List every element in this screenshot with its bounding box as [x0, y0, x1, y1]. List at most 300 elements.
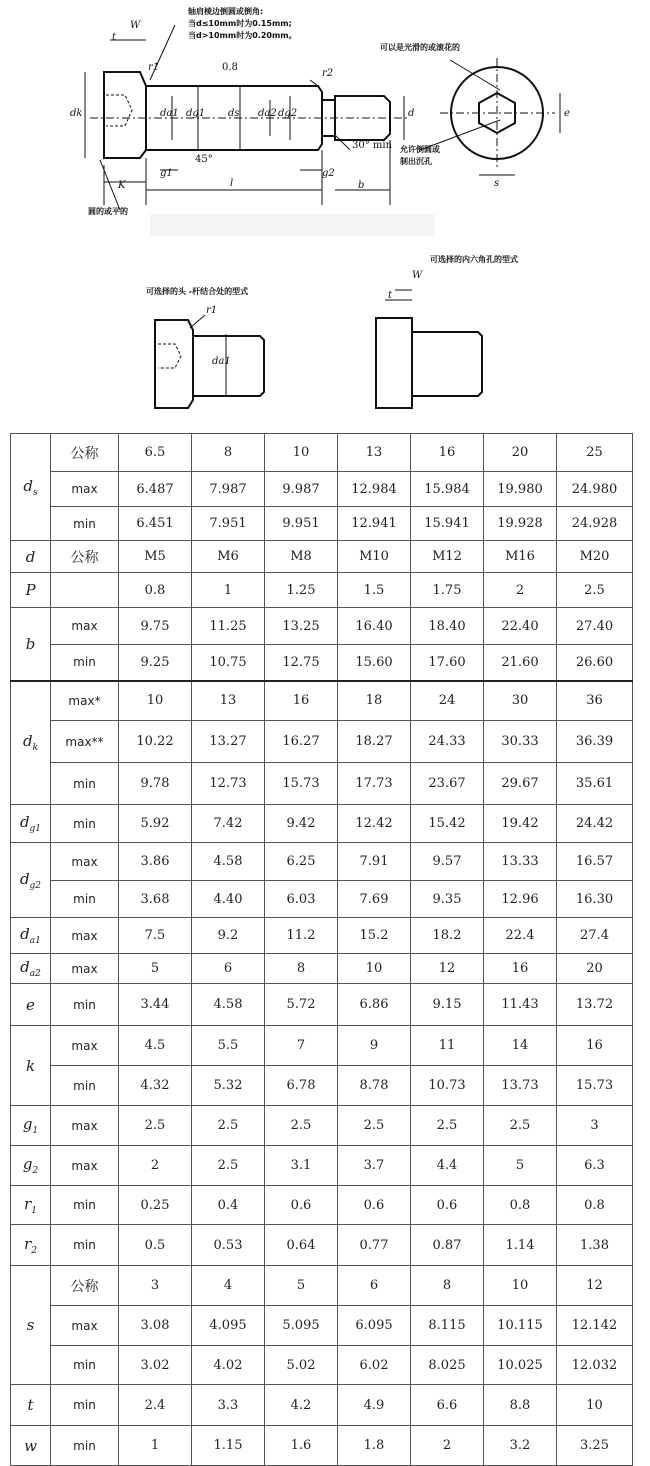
table-cell: 7.5: [119, 918, 192, 954]
table-cell: 6: [338, 1266, 411, 1306]
row-qualifier: min: [51, 1426, 119, 1466]
table-row: [11, 1146, 633, 1186]
table-cell: 24.928: [557, 507, 633, 541]
table-cell: 16: [265, 681, 338, 721]
table-cell: 2.5: [338, 1106, 411, 1146]
table-cell: 0.53: [192, 1225, 265, 1266]
row-qualifier: max*: [51, 681, 119, 721]
table-cell: 0.64: [265, 1225, 338, 1266]
table-cell: 4.9: [338, 1385, 411, 1426]
table-cell: 10: [557, 1385, 633, 1426]
table-cell: 3.2: [484, 1426, 557, 1466]
table-cell: 3.08: [119, 1306, 192, 1346]
row-qualifier: [51, 573, 119, 608]
table-cell: 9.15: [411, 984, 484, 1026]
row-qualifier: min: [51, 805, 119, 843]
table-cell: 3.44: [119, 984, 192, 1026]
dimension-table: [10, 433, 633, 1466]
table-row: [11, 984, 633, 1026]
row-symbol: e: [11, 984, 51, 1026]
table-cell: 6: [192, 954, 265, 984]
label-t: t: [112, 32, 117, 43]
table-cell: M6: [192, 541, 265, 573]
table-cell: 4.2: [265, 1385, 338, 1426]
table-cell: 10.22: [119, 721, 192, 763]
table-cell: 9.35: [411, 881, 484, 918]
table-cell: 0.8: [119, 573, 192, 608]
table-cell: 36.39: [557, 721, 633, 763]
table-cell: 8.8: [484, 1385, 557, 1426]
table-cell: 1.6: [265, 1426, 338, 1466]
table-cell: 5: [119, 954, 192, 984]
row-qualifier: min: [51, 1225, 119, 1266]
table-cell: 13: [338, 434, 411, 472]
table-cell: 1.8: [338, 1426, 411, 1466]
table-cell: 7.91: [338, 843, 411, 881]
table-cell: 2.5: [192, 1146, 265, 1186]
note-alt-head: 可选择的头 -杆结合处的型式: [146, 287, 249, 296]
table-cell: 9.57: [411, 843, 484, 881]
table-cell: 16: [557, 1026, 633, 1066]
table-cell: 15.941: [411, 507, 484, 541]
row-symbol: w: [11, 1426, 51, 1466]
table-row: [11, 1266, 633, 1306]
table-cell: 4.02: [192, 1346, 265, 1385]
table-cell: 19.980: [484, 472, 557, 507]
table-cell: 0.4: [192, 1186, 265, 1225]
table-cell: 0.8: [557, 1186, 633, 1225]
table-cell: 8: [411, 1266, 484, 1306]
table-cell: 6.02: [338, 1346, 411, 1385]
row-qualifier: min: [51, 881, 119, 918]
alt-hex-head-shape: [376, 318, 412, 408]
technical-drawing: [0, 0, 650, 425]
label-l: l: [230, 178, 234, 189]
table-cell: 24: [411, 681, 484, 721]
table-cell: 2.4: [119, 1385, 192, 1426]
table-cell: 2: [119, 1146, 192, 1186]
row-qualifier: min: [51, 1385, 119, 1426]
row-qualifier: min: [51, 984, 119, 1026]
table-cell: 4: [192, 1266, 265, 1306]
table-row: [11, 573, 633, 608]
table-cell: 14: [484, 1026, 557, 1066]
table-cell: 20: [484, 434, 557, 472]
table-cell: 12.75: [265, 645, 338, 681]
row-qualifier: min: [51, 1186, 119, 1225]
table-cell: 5: [265, 1266, 338, 1306]
label-da1-alt: da1: [212, 356, 231, 367]
row-symbol: $g_1$: [11, 1106, 51, 1146]
table-cell: 3.1: [265, 1146, 338, 1186]
table-cell: 0.6: [411, 1186, 484, 1225]
table-row: [11, 1026, 633, 1066]
table-cell: 11.43: [484, 984, 557, 1026]
table-cell: 6.487: [119, 472, 192, 507]
table-cell: 4.32: [119, 1066, 192, 1106]
table-cell: 9.951: [265, 507, 338, 541]
table-cell: 9.42: [265, 805, 338, 843]
row-qualifier: max: [51, 918, 119, 954]
row-symbol: $d_s$: [11, 434, 51, 541]
label-s: s: [494, 178, 500, 189]
label-da2: da2: [258, 108, 277, 119]
table-row: [11, 843, 633, 881]
table-row: [11, 472, 633, 507]
table-cell: 6.6: [411, 1385, 484, 1426]
table-row: [11, 954, 633, 984]
table-cell: 13.27: [192, 721, 265, 763]
table-cell: 6.03: [265, 881, 338, 918]
table-cell: 7.951: [192, 507, 265, 541]
table-cell: 17.60: [411, 645, 484, 681]
row-symbol: $g_2$: [11, 1146, 51, 1186]
table-cell: 12.032: [557, 1346, 633, 1385]
table-cell: 9.78: [119, 763, 192, 805]
alt-head-shape: [155, 320, 193, 408]
table-cell: 20: [557, 954, 633, 984]
table-cell: 12.142: [557, 1306, 633, 1346]
row-qualifier: max**: [51, 721, 119, 763]
table-cell: 6.86: [338, 984, 411, 1026]
row-qualifier: min: [51, 507, 119, 541]
table-row: [11, 918, 633, 954]
table-cell: 12: [411, 954, 484, 984]
label-ds: ds: [228, 108, 240, 119]
row-qualifier: 公称: [51, 1266, 119, 1306]
table-cell: M16: [484, 541, 557, 573]
table-row: [11, 541, 633, 573]
table-cell: 3.68: [119, 881, 192, 918]
table-cell: 1.38: [557, 1225, 633, 1266]
row-symbol: $d_{g1}$: [11, 805, 51, 843]
table-cell: 1: [119, 1426, 192, 1466]
label-w: W: [130, 20, 141, 31]
table-cell: 0.77: [338, 1225, 411, 1266]
table-cell: 5.02: [265, 1346, 338, 1385]
table-cell: 13.33: [484, 843, 557, 881]
table-cell: M10: [338, 541, 411, 573]
table-cell: 2.5: [119, 1106, 192, 1146]
row-qualifier: max: [51, 1026, 119, 1066]
table-cell: 17.73: [338, 763, 411, 805]
table-cell: 0.25: [119, 1186, 192, 1225]
table-cell: 8.115: [411, 1306, 484, 1346]
table-cell: 22.4: [484, 918, 557, 954]
note-socket-line2: 制出沉孔: [400, 157, 432, 166]
note-edge-line1: 当d≤10mm时为0.15mm;: [188, 19, 292, 28]
table-cell: 2.5: [484, 1106, 557, 1146]
row-qualifier: min: [51, 645, 119, 681]
table-cell: 0.6: [265, 1186, 338, 1225]
table-cell: 11.25: [192, 608, 265, 645]
table-cell: 6.78: [265, 1066, 338, 1106]
table-cell: 11.2: [265, 918, 338, 954]
table-cell: 10.75: [192, 645, 265, 681]
row-symbol: $d_{g2}$: [11, 843, 51, 918]
label-w-alt: W: [412, 270, 423, 281]
table-cell: 15.2: [338, 918, 411, 954]
table-cell: 8.78: [338, 1066, 411, 1106]
table-cell: 1: [192, 573, 265, 608]
table-cell: 15.73: [265, 763, 338, 805]
table-cell: 0.5: [119, 1225, 192, 1266]
row-symbol: b: [11, 608, 51, 681]
table-cell: 27.4: [557, 918, 633, 954]
table-cell: 0.6: [338, 1186, 411, 1225]
table-cell: 5.92: [119, 805, 192, 843]
row-qualifier: 公称: [51, 541, 119, 573]
table-cell: 8: [192, 434, 265, 472]
table-cell: 10.115: [484, 1306, 557, 1346]
table-row: [11, 805, 633, 843]
table-cell: 22.40: [484, 608, 557, 645]
row-symbol: s: [11, 1266, 51, 1385]
table-cell: 7.987: [192, 472, 265, 507]
table-cell: 9.987: [265, 472, 338, 507]
table-cell: 12.73: [192, 763, 265, 805]
label-dg2: dg2: [278, 108, 298, 119]
table-cell: 15.42: [411, 805, 484, 843]
table-cell: 19.42: [484, 805, 557, 843]
note-socket-line1: 允许倒圆或: [400, 145, 440, 154]
table-cell: 1.15: [192, 1426, 265, 1466]
table-cell: 3.3: [192, 1385, 265, 1426]
label-g2: g2: [322, 168, 335, 179]
table-cell: 30.33: [484, 721, 557, 763]
label-dk: dk: [70, 108, 83, 119]
table-cell: 9.75: [119, 608, 192, 645]
label-k: K: [118, 180, 126, 191]
alt-hex-shank-shape: [412, 332, 482, 396]
row-symbol: $r_1$: [11, 1186, 51, 1225]
table-cell: 3.25: [557, 1426, 633, 1466]
row-symbol: $d_{a1}$: [11, 918, 51, 954]
table-cell: 12.42: [338, 805, 411, 843]
row-symbol: $r_2$: [11, 1225, 51, 1266]
table-cell: 7: [265, 1026, 338, 1066]
table-row: [11, 1346, 633, 1385]
table-cell: 7.42: [192, 805, 265, 843]
row-qualifier: max: [51, 843, 119, 881]
table-cell: 6.3: [557, 1146, 633, 1186]
note-edge-line2: 当d>10mm时为0.20mm。: [188, 31, 297, 40]
table-row: [11, 1225, 633, 1266]
table-cell: 12.96: [484, 881, 557, 918]
note-edge-title: 轴肩棱边倒圆或倒角:: [188, 7, 264, 16]
table-cell: 8: [265, 954, 338, 984]
table-cell: 3.02: [119, 1346, 192, 1385]
table-cell: 16.27: [265, 721, 338, 763]
row-qualifier: max: [51, 1106, 119, 1146]
table-cell: 10: [484, 1266, 557, 1306]
label-r1: r1: [148, 62, 160, 73]
table-cell: 0.8: [484, 1186, 557, 1225]
table-cell: 1.75: [411, 573, 484, 608]
table-cell: 16.40: [338, 608, 411, 645]
table-row: [11, 681, 633, 721]
table-cell: 4.40: [192, 881, 265, 918]
table-cell: 1.5: [338, 573, 411, 608]
table-cell: 18.40: [411, 608, 484, 645]
bolt-head-shape: [104, 72, 146, 158]
table-row: [11, 608, 633, 645]
table-cell: 5.5: [192, 1026, 265, 1066]
table-cell: 5.32: [192, 1066, 265, 1106]
table-cell: 16: [411, 434, 484, 472]
label-e: e: [564, 108, 570, 119]
label-b: b: [358, 180, 365, 191]
table-cell: 2.5: [557, 573, 633, 608]
label-t-alt: t: [388, 290, 393, 301]
row-symbol: $d_k$: [11, 681, 51, 805]
table-cell: 2.5: [265, 1106, 338, 1146]
table-row: [11, 881, 633, 918]
table-cell: 13.73: [484, 1066, 557, 1106]
row-symbol: $d_{a2}$: [11, 954, 51, 984]
table-cell: 15.73: [557, 1066, 633, 1106]
table-cell: 2: [411, 1426, 484, 1466]
table-cell: 30: [484, 681, 557, 721]
label-0-8: 0.8: [222, 62, 238, 73]
table-cell: 16.30: [557, 881, 633, 918]
table-cell: 4.5: [119, 1026, 192, 1066]
table-cell: 24.42: [557, 805, 633, 843]
table-row: [11, 1106, 633, 1146]
table-cell: 12: [557, 1266, 633, 1306]
table-cell: 4.4: [411, 1146, 484, 1186]
table-cell: 3.7: [338, 1146, 411, 1186]
table-cell: 6.451: [119, 507, 192, 541]
table-cell: 6.5: [119, 434, 192, 472]
table-cell: 15.60: [338, 645, 411, 681]
table-row: [11, 645, 633, 681]
note-smooth-knurled: 可以是光滑的或滚花的: [380, 43, 460, 52]
table-cell: 36: [557, 681, 633, 721]
row-symbol: P: [11, 573, 51, 608]
table-row: [11, 1186, 633, 1225]
label-r2: r2: [322, 68, 334, 79]
table-cell: 6.095: [338, 1306, 411, 1346]
table-cell: 3: [119, 1266, 192, 1306]
row-qualifier: max: [51, 1146, 119, 1186]
table-cell: 19.928: [484, 507, 557, 541]
table-cell: M8: [265, 541, 338, 573]
table-cell: 10: [265, 434, 338, 472]
row-qualifier: max: [51, 954, 119, 984]
table-cell: 12.984: [338, 472, 411, 507]
table-cell: 5: [484, 1146, 557, 1186]
label-da1: da1: [160, 108, 179, 119]
table-cell: 23.67: [411, 763, 484, 805]
table-cell: 27.40: [557, 608, 633, 645]
table-cell: 9.2: [192, 918, 265, 954]
table-row: [11, 721, 633, 763]
table-cell: 16.57: [557, 843, 633, 881]
table-cell: 10: [119, 681, 192, 721]
table-cell: M5: [119, 541, 192, 573]
table-cell: 16: [484, 954, 557, 984]
table-cell: 2.5: [192, 1106, 265, 1146]
table-cell: 18.27: [338, 721, 411, 763]
table-cell: 2: [484, 573, 557, 608]
table-cell: 10: [338, 954, 411, 984]
table-cell: 10.73: [411, 1066, 484, 1106]
table-cell: 13.72: [557, 984, 633, 1026]
table-row: [11, 507, 633, 541]
table-cell: 9.25: [119, 645, 192, 681]
table-cell: 4.095: [192, 1306, 265, 1346]
table-cell: 6.25: [265, 843, 338, 881]
table-cell: M20: [557, 541, 633, 573]
table-cell: 2.5: [411, 1106, 484, 1146]
table-cell: 11: [411, 1026, 484, 1066]
table-cell: 13: [192, 681, 265, 721]
table-cell: 35.61: [557, 763, 633, 805]
table-cell: 4.58: [192, 984, 265, 1026]
table-cell: 5.72: [265, 984, 338, 1026]
row-qualifier: min: [51, 1346, 119, 1385]
label-r1-alt: r1: [206, 305, 218, 316]
table-row: [11, 1306, 633, 1346]
table-cell: 8.025: [411, 1346, 484, 1385]
table-cell: 9: [338, 1026, 411, 1066]
table-cell: 15.984: [411, 472, 484, 507]
note-round-flat: 圆的或平的: [88, 207, 128, 216]
table-row: [11, 1385, 633, 1426]
table-cell: 21.60: [484, 645, 557, 681]
label-45deg: 45°: [195, 154, 213, 165]
table-cell: 3.86: [119, 843, 192, 881]
row-symbol: d: [11, 541, 51, 573]
label-dg1: dg1: [186, 108, 206, 119]
table-cell: 0.87: [411, 1225, 484, 1266]
table-cell: 24.33: [411, 721, 484, 763]
table-row: [11, 1426, 633, 1466]
table-cell: 7.69: [338, 881, 411, 918]
table-cell: 18: [338, 681, 411, 721]
note-alt-hex: 可选择的内六角孔的型式: [430, 255, 518, 264]
row-symbol: t: [11, 1385, 51, 1426]
table-cell: 1.14: [484, 1225, 557, 1266]
table-cell: 5.095: [265, 1306, 338, 1346]
row-qualifier: max: [51, 608, 119, 645]
table-cell: 13.25: [265, 608, 338, 645]
table-row: [11, 763, 633, 805]
table-cell: 18.2: [411, 918, 484, 954]
table-row: [11, 1066, 633, 1106]
label-30deg: 30° min: [352, 140, 393, 151]
table-cell: 4.58: [192, 843, 265, 881]
table-cell: 25: [557, 434, 633, 472]
row-qualifier: min: [51, 763, 119, 805]
table-cell: 10.025: [484, 1346, 557, 1385]
row-qualifier: min: [51, 1066, 119, 1106]
table-cell: 26.60: [557, 645, 633, 681]
table-cell: 1.25: [265, 573, 338, 608]
row-symbol: k: [11, 1026, 51, 1106]
row-qualifier: max: [51, 472, 119, 507]
table-cell: M12: [411, 541, 484, 573]
label-d: d: [408, 108, 415, 119]
table-cell: 12.941: [338, 507, 411, 541]
table-row: [11, 434, 633, 472]
table-cell: 3: [557, 1106, 633, 1146]
row-qualifier: max: [51, 1306, 119, 1346]
table-cell: 24.980: [557, 472, 633, 507]
table-cell: 29.67: [484, 763, 557, 805]
label-g1: g1: [160, 168, 173, 179]
